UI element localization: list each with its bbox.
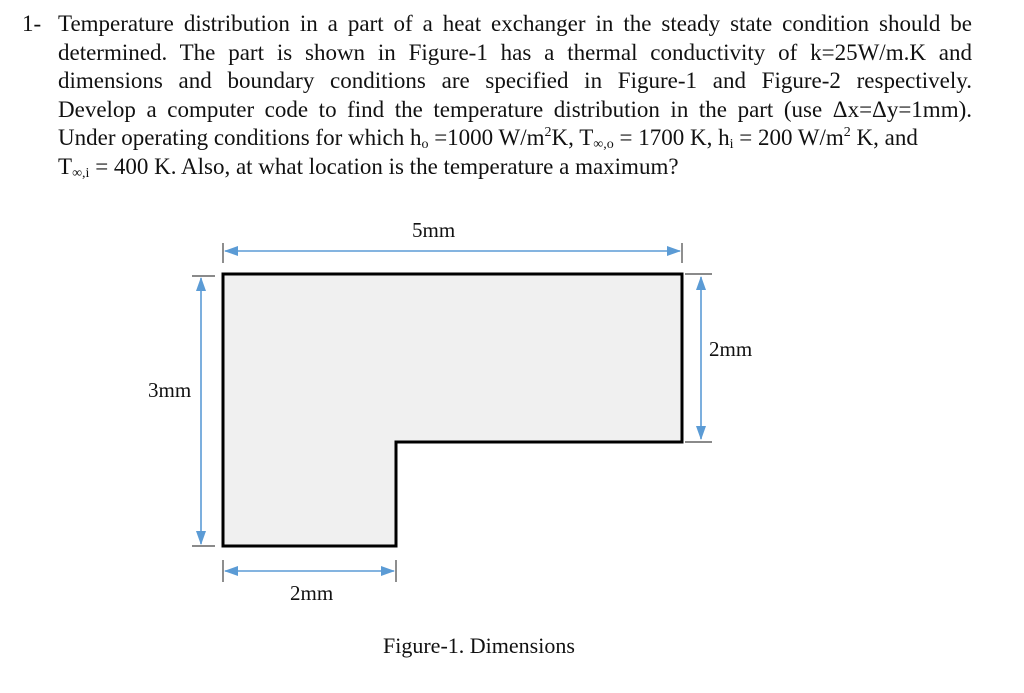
problem-line-4: Develop a computer code to find the temperature distribution in the part (use Δx=Δy=1mm). <box>58 96 972 122</box>
problem-line-3: dimensions and boundary conditions are specified in Figure-1 and Figure-2 respectively. <box>58 68 972 93</box>
figure-caption: Figure-1. Dimensions <box>383 633 575 658</box>
dimension-label-left: 3mm <box>148 378 192 402</box>
problem-line-6: $T_{\infty,i} = 400$ K. Also, at what location is the temperature a maximum? <box>58 153 679 181</box>
dimension-label-top: 5mm <box>412 218 456 242</box>
problem-line-1: Temperature distribution in a part of a heat exchanger in the steady state condition should be <box>58 11 972 36</box>
part-shape <box>223 274 682 546</box>
problem-number: 1- <box>22 11 42 36</box>
line5-group-1: Under operating conditions for which $h_o =1000$ $W/m^2K$, $T_{\infty,o} = 1700$ K, $h_i = 200$ $W/m^2$ K, and <box>58 125 918 152</box>
dimension-label-right: 2mm <box>709 337 753 361</box>
dimension-label-bottom: 2mm <box>290 581 334 605</box>
problem-line-2: determined. The part is shown in Figure-1 has a thermal conductivity of k=25W/m.K and <box>58 39 972 65</box>
